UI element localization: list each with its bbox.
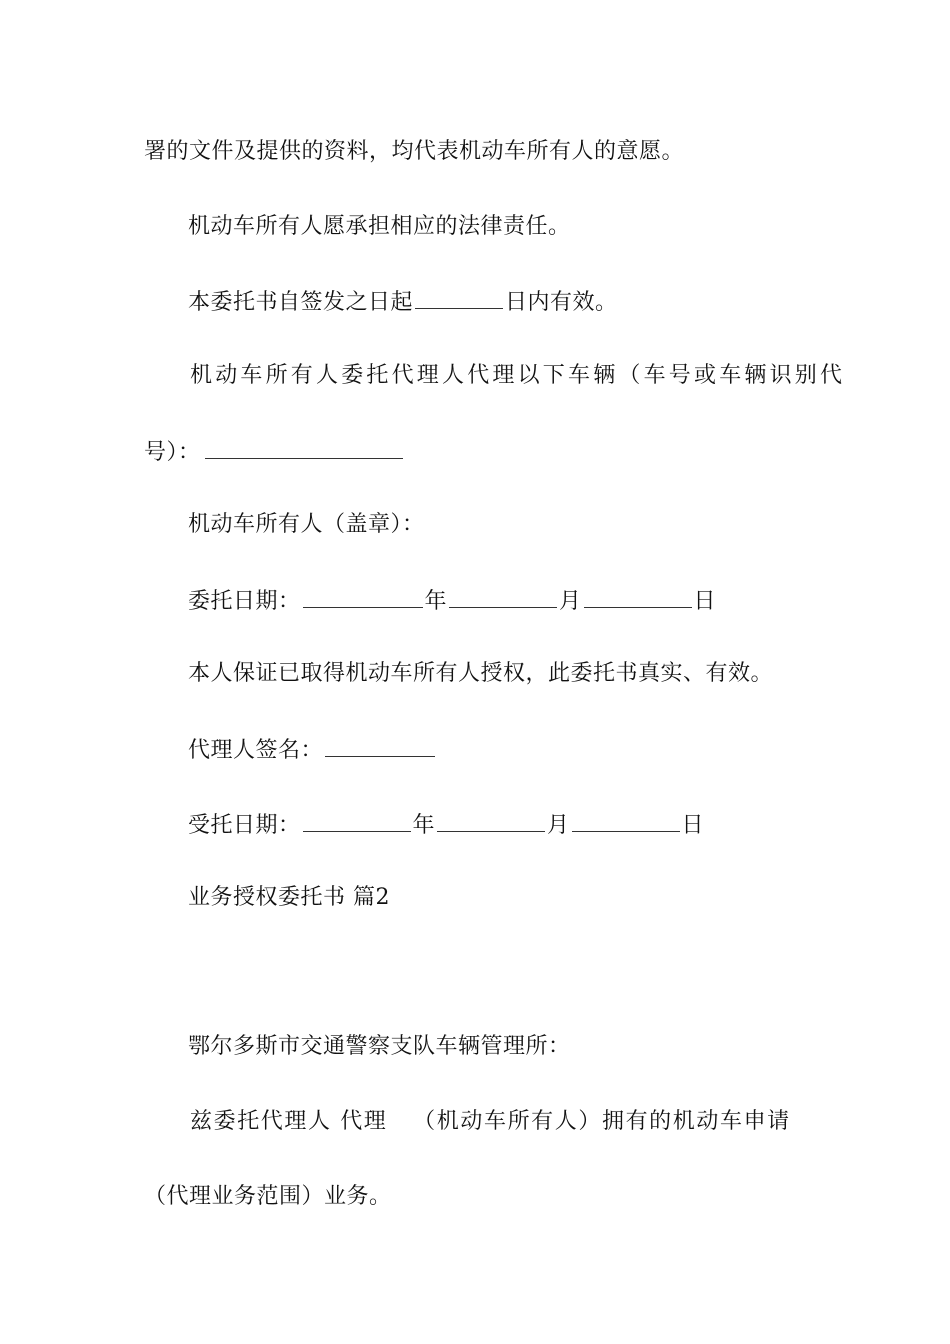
agent-signature-line	[188, 734, 437, 766]
vehicle-id-line	[144, 436, 405, 468]
month-blank	[437, 809, 545, 832]
validity-line	[188, 286, 618, 318]
paragraph-line	[144, 1182, 392, 1212]
text: 年	[424, 589, 448, 614]
signature-blank	[325, 734, 435, 757]
paragraph-line	[188, 659, 773, 689]
paragraph-line	[188, 212, 571, 242]
text: 代理人签名：	[188, 738, 324, 763]
days-blank	[415, 286, 503, 309]
text: 日内有效。	[505, 290, 618, 315]
text: 受托日期：	[188, 813, 301, 838]
text: 鄂尔多斯市交通警察支队车辆管理所：	[188, 1034, 571, 1059]
text: 本人保证已取得机动车所有人授权，此委托书真实、有效。	[188, 661, 774, 686]
text: 月	[547, 813, 570, 838]
year-blank	[303, 585, 423, 608]
text: 机动车所有人愿承担相应的法律责任。	[188, 214, 571, 239]
text: 署的文件及提供的资料，均代表机动车所有人的意愿。	[144, 139, 685, 164]
text: 机动车所有人（盖章）：	[188, 512, 425, 537]
text: 日	[681, 813, 705, 838]
text: （代理业务范围）业务。	[144, 1184, 392, 1209]
entrust-date-line	[188, 585, 716, 617]
addressee-line	[188, 1032, 571, 1062]
text: 日	[693, 589, 717, 614]
year-blank	[303, 809, 411, 832]
vehicle-id-blank	[205, 436, 403, 459]
paragraph-line	[190, 361, 845, 391]
paragraph-line	[144, 137, 684, 167]
text: 号）：	[144, 440, 201, 465]
text: 机动车所有人委托代理人代理以下车辆（车号或车辆识别代	[190, 363, 846, 388]
section-heading	[188, 883, 390, 913]
text: 兹委托代理人 代理 （机动车所有人）拥有的机动车申请	[190, 1109, 791, 1134]
text: 委托日期：	[188, 589, 301, 614]
owner-seal-line	[188, 510, 425, 540]
text: 月	[559, 589, 582, 614]
text: 本委托书自签发之日起	[188, 290, 414, 315]
day-blank	[584, 585, 692, 608]
accept-date-line	[188, 809, 704, 841]
day-blank	[572, 809, 680, 832]
text: 业务授权委托书 篇2	[188, 885, 390, 910]
paragraph-line	[190, 1107, 791, 1137]
text: 年	[412, 813, 436, 838]
month-blank	[449, 585, 557, 608]
